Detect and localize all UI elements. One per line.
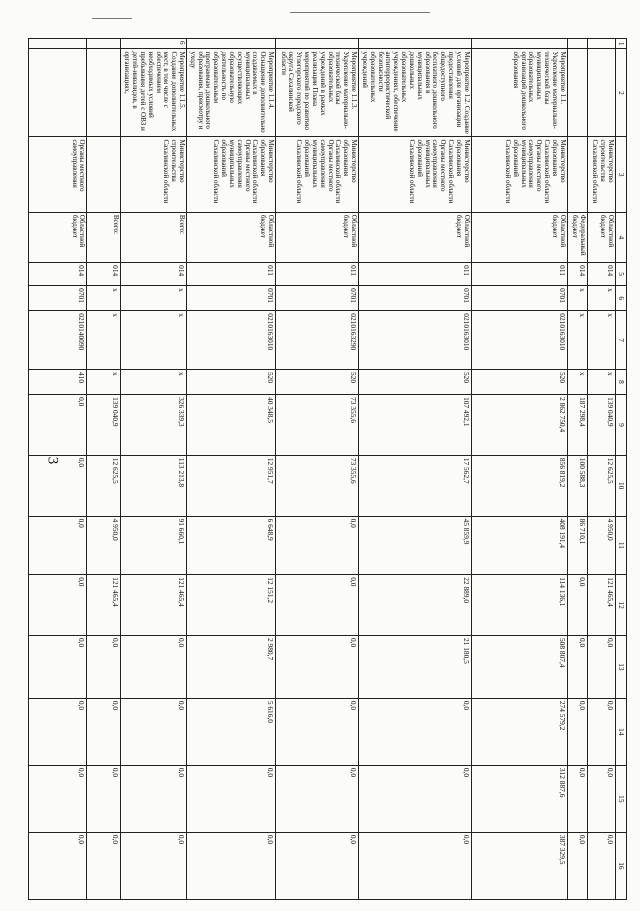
table-cell: 0,0 <box>567 765 587 832</box>
table-row <box>121 39 187 900</box>
table-cell: 12 951,7 <box>187 455 276 516</box>
table-cell: 0701 <box>359 286 472 311</box>
table-cell: 0,0 <box>121 765 187 832</box>
table-cell: 139 040,9 <box>587 395 615 456</box>
table-cell: 014 <box>29 263 87 286</box>
table-cell: 6 648,9 <box>187 516 276 575</box>
table-cell: Органы местного самоуправления <box>29 137 87 212</box>
table-cell: 73 355,6 <box>276 455 359 516</box>
table-cell <box>471 39 567 49</box>
table-cell: 0,0 <box>87 765 121 832</box>
table-cell: 17 562,7 <box>359 455 472 516</box>
table-cell: 2 980,7 <box>187 635 276 698</box>
table-cell: 0,0 <box>359 698 472 765</box>
table-cell: 0,0 <box>567 698 587 765</box>
table-cell: Мероприятие 1.1.3. Укрепление материально-технической базы образовательных учреждений в рамках реализации Плана мероприятий по развитию Углегорского городского округа Сахалинской области <box>276 49 359 137</box>
table-cell: 100 588,3 <box>567 455 587 516</box>
table-cell: 0,0 <box>276 575 359 636</box>
table-cell: 0,0 <box>587 765 615 832</box>
table-cell: х <box>567 369 587 394</box>
table-cell: 387 329,5 <box>471 832 567 899</box>
table-cell: 0,0 <box>87 832 121 899</box>
table-cell: 014 <box>567 263 587 286</box>
table-cell: Министерство образования Сахалинской области Органы местного самоуправления муниципальных образований Сахалинской области <box>471 137 567 212</box>
table-cell: 0210163010 <box>471 311 567 370</box>
table-cell: 520 <box>359 369 472 394</box>
table-cell: х <box>567 311 587 370</box>
scan-artifact <box>290 12 430 13</box>
table-cell: 014 <box>87 263 121 286</box>
table-row <box>87 39 121 900</box>
table-cell: 2 862 750,4 <box>471 395 567 456</box>
table-cell: 011 <box>187 263 276 286</box>
table-cell <box>587 49 615 137</box>
table-cell: Министерство строительства Сахалинской области <box>121 137 187 212</box>
header-cell: 14 <box>615 698 626 765</box>
table-cell: 5 616,0 <box>187 698 276 765</box>
table-cell: Областной бюджет <box>471 212 567 262</box>
table-cell: 121 465,4 <box>121 575 187 636</box>
rotated-table-container <box>70 38 627 900</box>
header-cell: 2 <box>615 49 626 137</box>
table-cell: 0701 <box>187 286 276 311</box>
table-cell: 113 213,8 <box>121 455 187 516</box>
table-cell: х <box>587 286 615 311</box>
page-number: 3 <box>44 456 61 465</box>
table-cell <box>87 137 121 212</box>
table-row <box>187 39 276 900</box>
table-cell: 0,0 <box>587 635 615 698</box>
table-cell: 0701 <box>276 286 359 311</box>
table-cell: Всего: <box>121 212 187 262</box>
table-cell: 12 151,2 <box>187 575 276 636</box>
table-cell: 0,0 <box>29 455 87 516</box>
table-cell: 408 191,4 <box>471 516 567 575</box>
header-cell: 6 <box>615 286 626 311</box>
table-cell <box>359 39 472 49</box>
table-cell: Всего: <box>87 212 121 262</box>
table-cell: 0,0 <box>29 395 87 456</box>
table-cell <box>567 137 587 212</box>
table-cell: 4 950,0 <box>87 516 121 575</box>
table-cell <box>567 39 587 49</box>
table-cell: 326 339,3 <box>121 395 187 456</box>
table-cell: 0,0 <box>187 765 276 832</box>
table-cell: Областной бюджет <box>587 212 615 262</box>
table-cell <box>87 39 121 49</box>
table-cell: 011 <box>359 263 472 286</box>
header-cell: 8 <box>615 369 626 394</box>
table-cell: х <box>587 311 615 370</box>
table-cell: 0210140090 <box>29 311 87 370</box>
table-cell <box>276 39 359 49</box>
header-cell: 12 <box>615 575 626 636</box>
table-row <box>567 39 587 900</box>
table-row <box>587 39 615 900</box>
table-cell: 73 355,6 <box>276 395 359 456</box>
table-cell: 274 579,2 <box>471 698 567 765</box>
table-cell: 107 492,1 <box>359 395 472 456</box>
table-cell: Мероприятие 1.1. Укрепление материально-технической базы муниципальных образовательных организаций дошкольного образования <box>471 49 567 137</box>
header-row <box>615 39 626 900</box>
table-cell: 0,0 <box>29 575 87 636</box>
header-cell: 7 <box>615 311 626 370</box>
table-cell: Министерство строительства Сахалинской области <box>587 137 615 212</box>
header-cell: 10 <box>615 455 626 516</box>
table-cell: 12 625,5 <box>587 455 615 516</box>
table-cell: х <box>121 369 187 394</box>
table-row <box>276 39 359 900</box>
table-cell: 22 889,0 <box>359 575 472 636</box>
table-cell: Областной бюджет <box>187 212 276 262</box>
table-cell: Областной бюджет <box>29 212 87 262</box>
table-row <box>471 39 567 900</box>
table-cell: Министерство образования Сахалинской области Органы местного самоуправления муниципальных образований Сахалинской области <box>187 137 276 212</box>
table-cell: 508 807,4 <box>471 635 567 698</box>
table-cell: Мероприятие 1.1.5. Создание дополнительных мест, в том числе с обеспечением необходимых условий пребывания детей с ОВЗ и детей-инвалидов, в организациях, <box>121 49 187 137</box>
table-cell: Областной бюджет <box>359 212 472 262</box>
table-cell: 0701 <box>29 286 87 311</box>
budget-table <box>28 38 627 900</box>
table-cell: 0210163010 <box>359 311 472 370</box>
table-cell: 0,0 <box>29 516 87 575</box>
table-cell: 312 887,6 <box>471 765 567 832</box>
table-cell <box>87 49 121 137</box>
table-cell: 45 859,9 <box>359 516 472 575</box>
table-cell: 520 <box>276 369 359 394</box>
table-cell: х <box>87 286 121 311</box>
table-cell: 0,0 <box>87 698 121 765</box>
table-cell: 0,0 <box>87 635 121 698</box>
table-cell: 0,0 <box>29 832 87 899</box>
table-cell: 410 <box>29 369 87 394</box>
table-cell: 0,0 <box>359 832 472 899</box>
table-cell: 0,0 <box>29 698 87 765</box>
table-cell <box>187 39 276 49</box>
header-cell: 5 <box>615 263 626 286</box>
table-cell: 0,0 <box>567 575 587 636</box>
table-cell: Министерство образования Сахалинской области Органы местного самоуправления муниципальных образований Сахалинской области <box>276 137 359 212</box>
table-cell <box>29 39 87 49</box>
table-cell: 121 465,4 <box>587 575 615 636</box>
table-cell: 0,0 <box>121 832 187 899</box>
table-cell: Мероприятие 1.2. Создание условий для организации предоставления общедоступного бесплатного дошкольного образования в муниципальных дошкольных образовательных учреждениях, обеспечение антитеррористической безопасности образовательных учреждений <box>359 49 472 137</box>
header-cell: 9 <box>615 395 626 456</box>
table-cell: 0,0 <box>121 635 187 698</box>
table-cell: 86 710,1 <box>567 516 587 575</box>
table-cell: 114 136,1 <box>471 575 567 636</box>
table-cell: 856 819,2 <box>471 455 567 516</box>
table-cell: 0,0 <box>276 832 359 899</box>
header-cell: 1 <box>615 39 626 49</box>
table-cell: 0,0 <box>187 832 276 899</box>
header-cell: 4 <box>615 212 626 262</box>
table-cell: 520 <box>471 369 567 394</box>
table-cell: 0,0 <box>121 698 187 765</box>
header-cell: 15 <box>615 765 626 832</box>
table-cell: 4 950,0 <box>587 516 615 575</box>
table-cell: 0210163290 <box>276 311 359 370</box>
table-cell: 12 625,5 <box>87 455 121 516</box>
table-cell: 0,0 <box>276 698 359 765</box>
scan-artifact <box>92 18 132 19</box>
table-cell: 0,0 <box>276 516 359 575</box>
table-cell: 0,0 <box>359 765 472 832</box>
table-row <box>29 39 87 900</box>
table-cell: 520 <box>187 369 276 394</box>
table-row <box>359 39 472 900</box>
table-cell: 6 <box>121 39 187 49</box>
table-cell: 0,0 <box>587 832 615 899</box>
table-cell <box>29 49 87 137</box>
table-cell: 0210163010 <box>187 311 276 370</box>
table-cell: 0,0 <box>29 765 87 832</box>
table-cell: 0,0 <box>567 832 587 899</box>
table-cell: Областной бюджет <box>276 212 359 262</box>
table-cell: 014 <box>121 263 187 286</box>
table-viewport <box>70 38 627 900</box>
table-cell <box>587 39 615 49</box>
table-cell: х <box>121 311 187 370</box>
header-cell: 11 <box>615 516 626 575</box>
table-cell: 139 040,9 <box>87 395 121 456</box>
table-cell: 0,0 <box>276 765 359 832</box>
table-cell: х <box>87 311 121 370</box>
table-cell: 011 <box>471 263 567 286</box>
table-cell: 0,0 <box>567 635 587 698</box>
table-cell: 21 180,5 <box>359 635 472 698</box>
table-cell: 91 660,1 <box>121 516 187 575</box>
table-cell: 011 <box>276 263 359 286</box>
table-cell: 40 348,5 <box>187 395 276 456</box>
header-cell: 13 <box>615 635 626 698</box>
table-cell: 0,0 <box>587 698 615 765</box>
table-cell: 014 <box>587 263 615 286</box>
table-cell: х <box>87 369 121 394</box>
table-cell: 0,0 <box>276 635 359 698</box>
table-cell: 0701 <box>471 286 567 311</box>
table-cell: 187 298,4 <box>567 395 587 456</box>
header-cell: 16 <box>615 832 626 899</box>
table-cell: Федеральный бюджет <box>567 212 587 262</box>
table-cell: х <box>587 369 615 394</box>
header-cell: 3 <box>615 137 626 212</box>
table-cell: х <box>121 286 187 311</box>
table-cell: Министерство образования Сахалинской области Органы местного самоуправления муниципальных образований Сахалинской области <box>359 137 472 212</box>
table-cell: Мероприятие 1.1.4. Оснащение дополнительно создаваемых в муниципальных осуществляющих образовательную деятельность по образовательным программам дошкольного образования, присмотру и уходу <box>187 49 276 137</box>
table-cell: 0,0 <box>29 635 87 698</box>
table-cell: х <box>567 286 587 311</box>
table-cell <box>567 49 587 137</box>
table-cell: 121 465,4 <box>87 575 121 636</box>
